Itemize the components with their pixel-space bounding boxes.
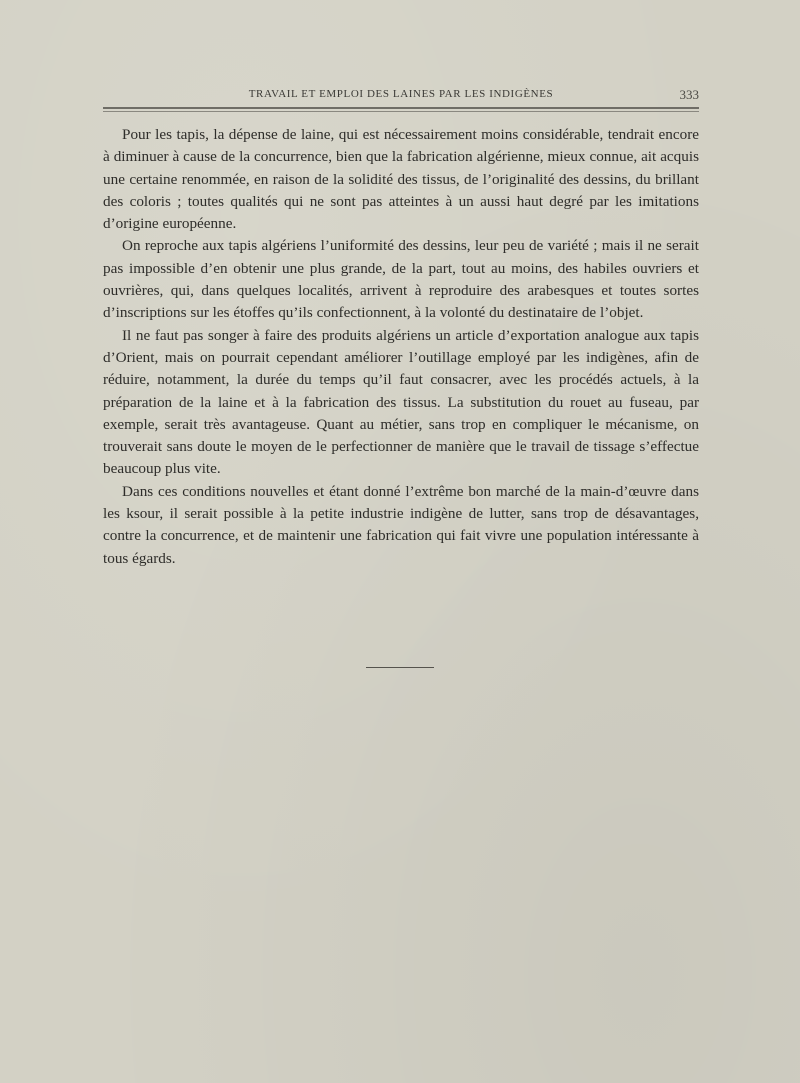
body-text [103,124,699,570]
section-end-rule [366,667,434,668]
header-rule-thin [103,111,699,112]
paragraph-4: Dans ces conditions nouvelles et étant donné l’extrême bon marché de la main-d’œuvre dans les ksour, il serait possible à la petite industrie indigène de lutter, sans trop de désavantages, contre la concurrence, et de maintenir une fabrication qui fait vivre une population intéressante à tous égards. [103,482,699,567]
paragraph-3: Il ne faut pas songer à faire des produits algériens un article d’exportation analogue aux tapis d’Orient, mais on pourrait cependant améliorer l’outillage employé par les indigènes, afin de réduire, notamment, la durée du temps qu’il faut consacrer, avec les procédés actuels, à la préparation de la laine et à la fabrication des tissus. La substitution du rouet au fuseau, par exemple, serait très avantageuse. Quant au métier, sans trop en compliquer le mécanisme, on trouverait sans doute le moyen de le perfectionner de manière que le travail de tissage s’effectue beaucoup plus vite. [103,326,699,478]
page-number: 333 [679,87,699,102]
paragraph-2: On reproche aux tapis algériens l’uniformité des dessins, leur peu de variété ; mais il ne serait pas impossible d’en obtenir une plus grande, de la part, tout au moins, des habiles ouvriers et ouvrières, qui, dans quelques localités, arrivent à reproduire des arabesques et toutes sortes d’inscriptions sur les étoffes qu’ils confectionnent, à la volonté du destinataire de l’objet. [103,237,699,322]
header-rule-thick [103,107,699,109]
running-head [103,88,699,104]
running-title: TRAVAIL ET EMPLOI DES LAINES PAR LES INDIGÈNES [248,88,554,100]
paragraph-1: Pour les tapis, la dépense de laine, qui est nécessairement moins considérable, tendrait encore à diminuer à cause de la concurrence, bien que la fabrication algérienne, mieux connue, ait acquis une certaine renommée, en raison de la solidité des tissus, de l’originalité des dessins, du brillant des coloris ; toutes qualités qui ne sont pas atteintes à un aussi haut degré par les imitations d’origine européenne. [103,126,699,233]
